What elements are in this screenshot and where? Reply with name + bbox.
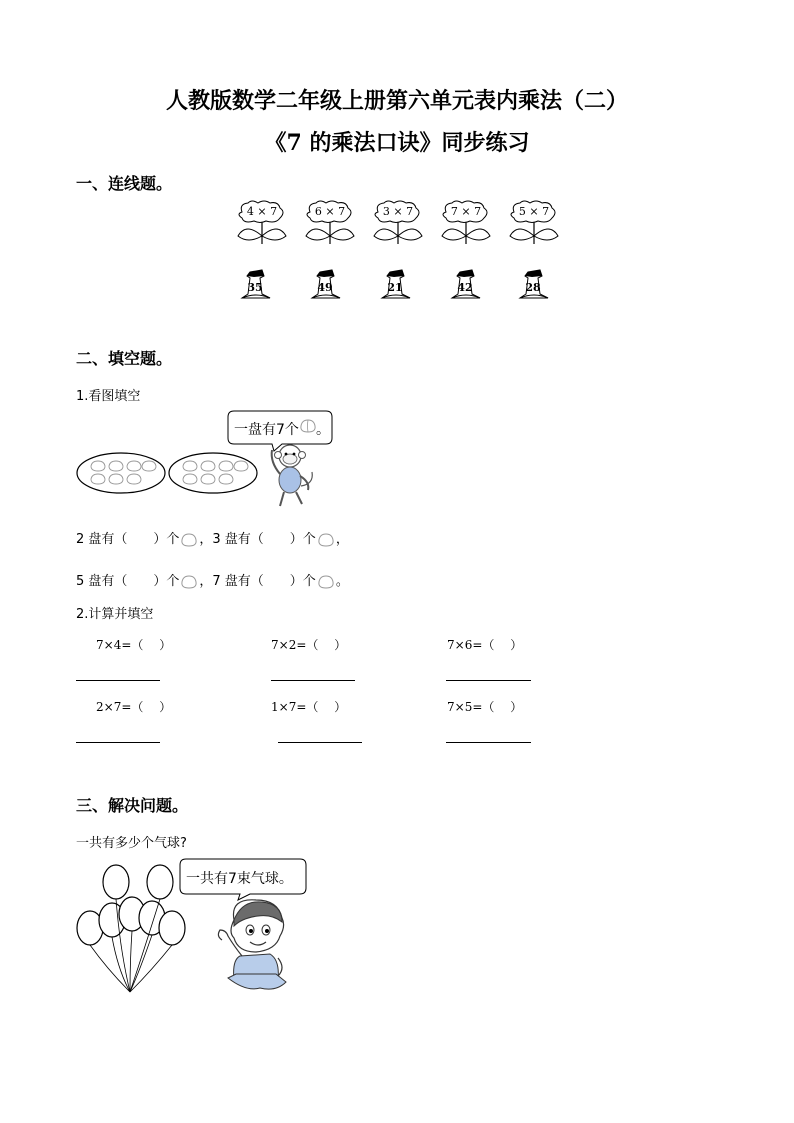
q1-label: 1.看图填空 xyxy=(76,389,141,404)
q1-line1-part-b: ，3 盘有（ ）个 xyxy=(199,532,316,547)
balloon-bunch xyxy=(74,860,190,996)
calc-item-4: 2×7=（ ） xyxy=(96,700,172,714)
peach-icon xyxy=(179,533,199,547)
pot-label-5: 28 xyxy=(525,281,541,294)
q1-line2-part-b: ，7 盘有（ ）个 xyxy=(199,574,316,589)
plate-2 xyxy=(168,452,258,494)
answer-line-6[interactable] xyxy=(446,742,531,743)
pot-label-2: 49 xyxy=(317,281,333,294)
section1-heading: 一、连线题。 xyxy=(76,174,173,193)
calc-item-1: 7×4=（ ） xyxy=(96,638,172,652)
peach-icon xyxy=(316,575,336,589)
q1-line1 xyxy=(76,528,349,547)
answer-line-2[interactable] xyxy=(271,680,355,681)
answer-line-3[interactable] xyxy=(446,680,531,681)
flower-label-5: 5 × 7 xyxy=(518,205,550,218)
bubble-text: 一盘有7个 xyxy=(234,422,299,438)
flower-label-1: 4 × 7 xyxy=(246,205,278,218)
section2-heading: 二、填空题。 xyxy=(76,349,173,368)
calc-item-5: 1×7=（ ） xyxy=(271,700,347,714)
page-title: 人教版数学二年级上册第六单元表内乘法（二） xyxy=(165,88,628,114)
plate-1 xyxy=(76,452,166,494)
calc-item-6: 7×5=（ ） xyxy=(447,700,523,714)
peach-icon xyxy=(298,418,318,434)
q1-line2 xyxy=(76,570,349,589)
answer-line-1[interactable] xyxy=(76,680,160,681)
flower-label-3: 3 × 7 xyxy=(382,205,414,218)
pot-label-1: 35 xyxy=(247,281,263,294)
q1-line1-part-a: 2 盘有（ ）个 xyxy=(76,532,180,547)
peach-icon xyxy=(179,575,199,589)
answer-line-4[interactable] xyxy=(76,742,160,743)
boy-illustration xyxy=(212,896,296,996)
q1-line2-part-a: 5 盘有（ ）个 xyxy=(76,574,180,589)
answer-line-5[interactable] xyxy=(278,742,362,743)
pot-label-4: 42 xyxy=(457,281,473,294)
flower-label-2: 6 × 7 xyxy=(314,205,346,218)
pot-label-3: 21 xyxy=(387,281,403,294)
bubble-text-2: 一共有7束气球。 xyxy=(186,871,293,887)
q1-line2-part-c: 。 xyxy=(335,574,349,589)
bubble-end: 。 xyxy=(316,422,330,438)
q1-line1-part-c: ， xyxy=(335,532,349,547)
calc-item-2: 7×2=（ ） xyxy=(271,638,347,652)
monkey-illustration xyxy=(268,442,316,508)
section3-question: 一共有多少个气球? xyxy=(76,836,187,851)
peach-icon xyxy=(316,533,336,547)
q2-label: 2.计算并填空 xyxy=(76,607,154,622)
page-subtitle: 《7 的乘法口诀》同步练习 xyxy=(264,130,530,156)
section3-heading: 三、解决问题。 xyxy=(76,796,189,815)
calc-item-3: 7×6=（ ） xyxy=(447,638,523,652)
flower-label-4: 7 × 7 xyxy=(450,205,482,218)
